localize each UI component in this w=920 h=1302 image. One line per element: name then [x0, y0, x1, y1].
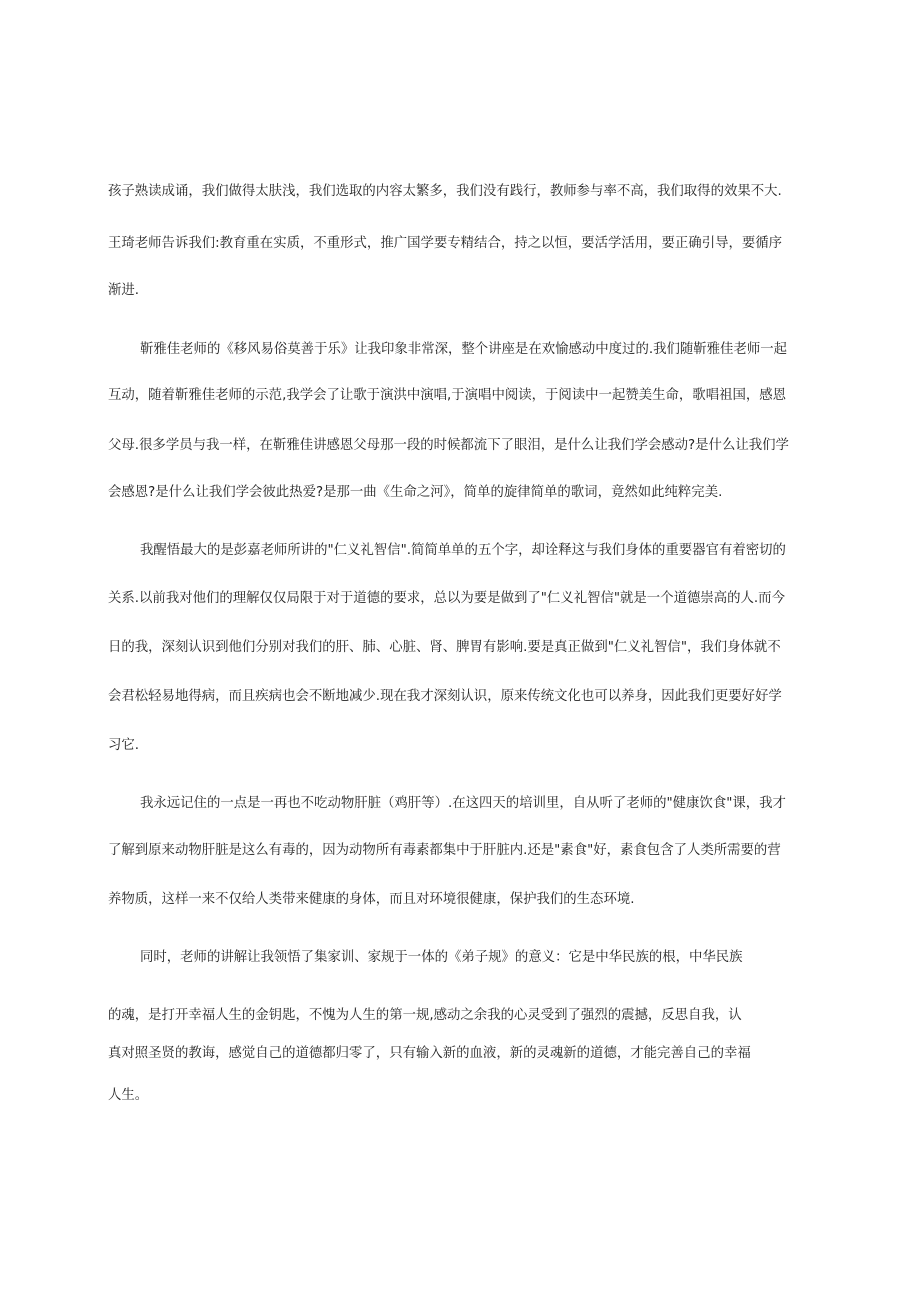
text-line: 父母.很多学员与我一样，在靳雅佳讲感恩父母那一段的时候都流下了眼泪，是什么让我们学会感动?是什么让我们学 — [108, 438, 789, 453]
text-line: 真对照圣贤的教诲，感觉自己的道德都归零了，只有输入新的血液，新的灵魂新的道德，才能完善自己的幸福 — [108, 1046, 751, 1061]
text-line: 孩子熟读成诵，我们做得太肤浅，我们选取的内容太繁多，我们没有践行，教师参与率不高，我们取得的效果不大. — [108, 184, 782, 199]
text-line: 会君松轻易地得病，而且疾病也会不断地减少.现在我才深刻认识，原来传统文化也可以养身，因此我们更要好好学 — [108, 689, 782, 704]
text-line: 日的我，深刻认识到他们分别对我们的肝、肺、心脏、肾、脾胃有影响.要是真正做到"仁义礼智信"，我们身体就不 — [108, 640, 781, 655]
text-line: 了解到原来动物肝脏是这么有毒的，因为动物所有毒素都集中于肝脏内.还是"素食"好，素食包含了人类所需要的营 — [108, 843, 781, 858]
text-line: 靳雅佳老师的《移风易俗莫善于乐》让我印象非常深，整个讲座是在欢愉感动中度过的.我们随靳雅佳老师一起 — [140, 342, 788, 357]
text-line: 人生。 — [108, 1088, 149, 1103]
text-line: 养物质，这样一来不仅给人类带来健康的身体，而且对环境很健康，保护我们的生态环境. — [108, 892, 635, 907]
text-line: 互动，随着靳雅佳老师的示范,我学会了让歌于演洪中演唱,于演唱中阅读，于阅读中一起赞美生命，歌唱祖国，感恩 — [108, 388, 787, 403]
text-line: 同时，老师的讲解让我领悟了集家训、家规于一体的《弟子规》的意义：它是中华民族的根，中华民族 — [140, 950, 743, 965]
text-line: 关系.以前我对他们的理解仅仅局限于对于道德的要求，总以为要是做到了"仁义礼智信"就是一个道德崇高的人.而今 — [108, 591, 785, 606]
text-line: 习它. — [108, 738, 140, 753]
text-line: 会感恩?是什么让我们学会彼此热爱?是那一曲《生命之河》，简单的旋律简单的歌词，竟然如此纯粹完美. — [108, 485, 723, 500]
text-line: 渐进. — [108, 283, 140, 298]
text-line: 我永远记住的一点是一再也不吃动物肝脏（鸡肝等）.在这四天的培训里，自从听了老师的"健康饮食"课，我才 — [140, 796, 786, 811]
text-line: 的魂，是打开幸福人生的金钥匙，不愧为人生的第一规,感动之余我的心灵受到了强烈的震撼，反思自我，认 — [108, 1008, 742, 1023]
text-line: 王琦老师告诉我们:教育重在实质，不重形式，推广国学要专精结合，持之以恒，要活学活用，要正确引导，要循序 — [108, 236, 783, 251]
text-line: 我醒悟最大的是彭嘉老师所讲的"仁义礼智信".简简单单的五个字，却诠释这与我们身体的重要器官有着密切的 — [140, 543, 786, 558]
